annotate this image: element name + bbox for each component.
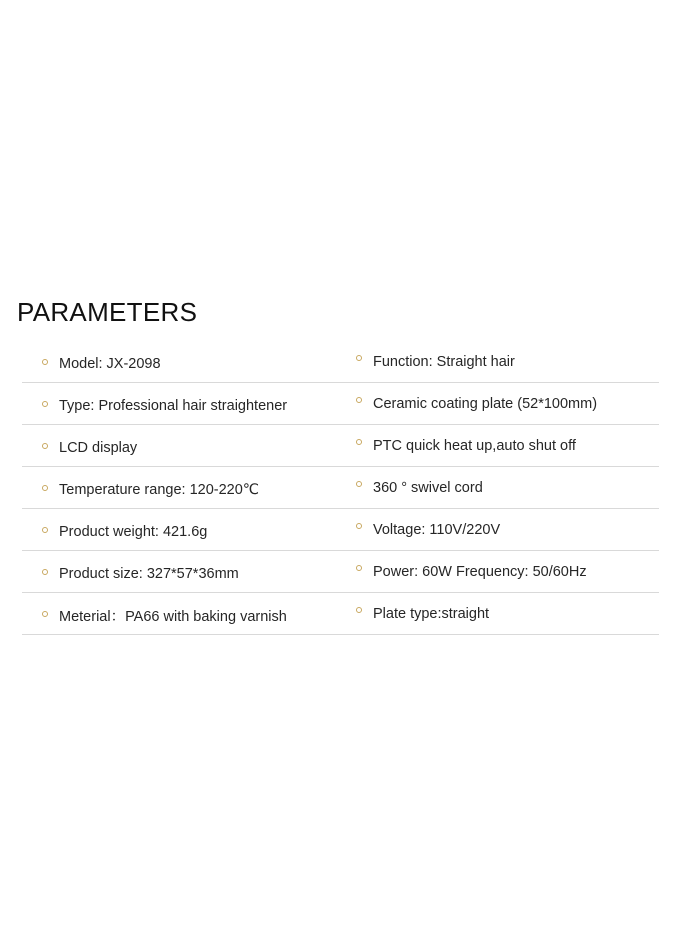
circle-bullet-icon <box>42 443 48 449</box>
parameter-item <box>356 509 500 550</box>
parameter-label: Plate type:straight <box>373 605 490 622</box>
circle-bullet-icon <box>356 481 362 487</box>
circle-bullet-icon <box>42 401 48 407</box>
parameter-label: Product size: 327*57*36mm <box>59 565 239 582</box>
parameters-table <box>22 342 659 635</box>
page-title: PARAMETERS <box>17 297 198 327</box>
parameter-item <box>356 425 576 466</box>
parameter-item <box>42 551 239 592</box>
circle-bullet-icon <box>356 607 362 613</box>
parameter-item <box>42 509 207 550</box>
table-row <box>22 593 659 635</box>
circle-bullet-icon <box>356 565 362 571</box>
circle-bullet-icon <box>42 485 48 491</box>
parameter-item <box>42 467 259 508</box>
parameter-label: PTC quick heat up,auto shut off <box>373 437 576 454</box>
parameter-label: Temperature range: 120-220℃ <box>59 481 260 498</box>
circle-bullet-icon <box>42 611 48 617</box>
table-row <box>22 551 659 593</box>
parameter-label: Type: Professional hair straightener <box>59 397 288 414</box>
circle-bullet-icon <box>42 569 48 575</box>
parameter-label: Product weight: 421.6g <box>59 523 208 540</box>
table-row <box>22 467 659 509</box>
parameter-label: Model: JX-2098 <box>59 356 161 372</box>
parameter-label: Power: 60W Frequency: 50/60Hz <box>373 563 587 580</box>
parameter-item <box>42 342 161 382</box>
parameter-item <box>356 342 515 382</box>
circle-bullet-icon <box>42 527 48 533</box>
circle-bullet-icon <box>356 397 362 403</box>
circle-bullet-icon <box>356 355 362 361</box>
parameter-item <box>42 383 287 424</box>
circle-bullet-icon <box>356 439 362 445</box>
parameter-item <box>356 593 489 634</box>
parameter-item <box>42 593 287 634</box>
parameter-item <box>356 551 587 592</box>
table-row <box>22 383 659 425</box>
parameter-item <box>42 425 137 466</box>
parameter-item <box>356 467 483 508</box>
parameter-label: LCD display <box>59 439 138 456</box>
parameter-label: Meterial：PA66 with baking varnish <box>59 609 287 625</box>
table-row <box>22 425 659 467</box>
circle-bullet-icon <box>42 359 48 365</box>
parameter-item <box>356 383 597 424</box>
table-row <box>22 509 659 551</box>
parameter-label: Voltage: 110V/220V <box>373 521 501 538</box>
table-row <box>22 342 659 383</box>
parameter-label: Ceramic coating plate (52*100mm) <box>373 395 598 412</box>
parameter-label: 360 ° swivel cord <box>373 479 483 496</box>
parameter-label: Function: Straight hair <box>373 354 515 370</box>
circle-bullet-icon <box>356 523 362 529</box>
